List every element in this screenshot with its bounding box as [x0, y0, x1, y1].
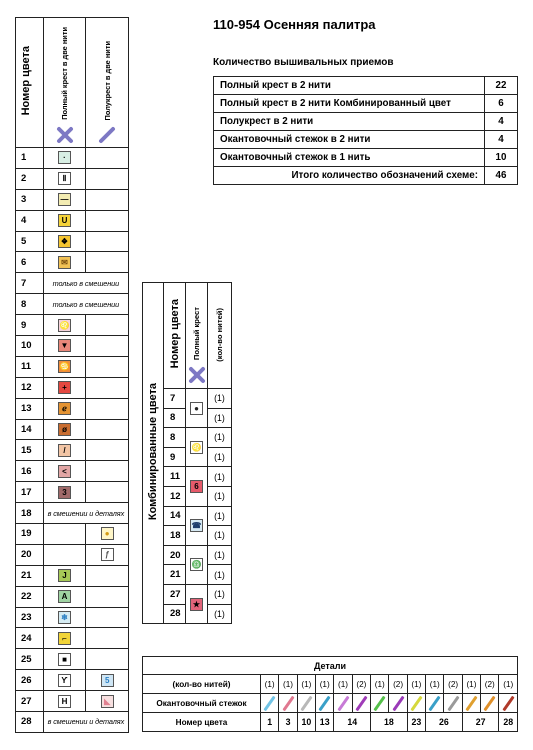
stitch-symbol-icon: ● — [101, 527, 114, 540]
color-number: 26 — [16, 670, 44, 691]
combined-number-b: 18 — [164, 526, 186, 546]
combined-count-b: (1) — [208, 526, 232, 546]
combined-count-b: (1) — [208, 604, 232, 624]
legend-row — [16, 565, 129, 586]
color-number: 8 — [16, 294, 44, 315]
color-number: 13 — [16, 398, 44, 419]
combined-symbol-cell — [186, 506, 208, 545]
color-legend-table — [15, 17, 129, 733]
legend-row — [16, 252, 129, 273]
color-number: 9 — [16, 315, 44, 336]
detail-thread-count: (1) — [462, 675, 480, 694]
full-cross-cell — [43, 440, 86, 461]
detail-thread-count: (1) — [371, 675, 389, 694]
technique-total-value: 46 — [485, 167, 518, 185]
stitch-symbol-icon: A — [58, 590, 71, 603]
backstitch-line-icon — [374, 695, 386, 711]
combined-count-a: (1) — [208, 506, 232, 526]
backstitch-line-icon — [282, 695, 294, 711]
half-cross-cell — [86, 398, 129, 419]
technique-value: 10 — [485, 149, 518, 167]
stitch-symbol-icon: ♌ — [59, 320, 70, 330]
color-number: 18 — [16, 503, 44, 524]
half-cross-cell — [86, 336, 129, 357]
stitch-symbol-icon: ✉ — [58, 256, 71, 269]
combined-number-a: 20 — [164, 545, 186, 565]
technique-row — [214, 95, 518, 113]
combined-number-b: 9 — [164, 447, 186, 467]
half-cross-cell — [86, 544, 129, 565]
detail-color-number: 23 — [407, 713, 425, 732]
combined-header-number — [164, 283, 186, 389]
color-number: 15 — [16, 440, 44, 461]
detail-stitch-cell — [444, 694, 462, 713]
stitch-symbol-icon: J — [58, 569, 71, 582]
legend-row — [16, 356, 129, 377]
detail-thread-count: (2) — [444, 675, 462, 694]
full-cross-cell — [43, 252, 86, 273]
detail-thread-count: (1) — [426, 675, 444, 694]
combined-symbol-cell — [186, 467, 208, 506]
combined-symbol-icon: ● — [190, 402, 203, 415]
stitch-symbol-icon: < — [58, 465, 71, 478]
detail-color-number: 1 — [261, 713, 279, 732]
half-cross-cell — [86, 461, 129, 482]
page-title: 110-954 Осенняя палитра — [213, 17, 376, 32]
full-cross-cell — [43, 670, 86, 691]
technique-total-label: Итого количество обозначений схеме: — [214, 167, 485, 185]
color-number: 11 — [16, 356, 44, 377]
full-cross-cell — [43, 461, 86, 482]
combined-number-a: 11 — [164, 467, 186, 487]
stitch-symbol-icon: 3 — [58, 486, 71, 499]
detail-stitch-cell — [407, 694, 425, 713]
half-cross-cell — [86, 377, 129, 398]
stitch-symbol-icon: ▼ — [58, 339, 71, 352]
combined-header-full-text: Полный крест — [192, 306, 201, 360]
legend-header-number-text: Номер цвета — [20, 46, 32, 116]
full-cross-cell — [43, 482, 86, 503]
backstitch-line-icon — [355, 695, 367, 711]
full-cross-cell — [43, 419, 86, 440]
detail-thread-count: (1) — [316, 675, 334, 694]
legend-row — [16, 189, 129, 210]
color-number: 14 — [16, 419, 44, 440]
full-cross-cell — [43, 210, 86, 231]
full-cross-cell — [43, 524, 86, 545]
stitch-symbol-icon: ❄ — [58, 611, 71, 624]
legend-header-full — [43, 18, 86, 148]
color-number: 21 — [16, 565, 44, 586]
full-cross-cell — [43, 607, 86, 628]
legend-row — [16, 294, 129, 315]
combined-count-a: (1) — [208, 545, 232, 565]
details-counts-label: (кол-во нитей) — [143, 675, 261, 694]
backstitch-line-icon — [447, 695, 459, 711]
stitch-symbol-icon: ℯ — [58, 402, 71, 415]
color-number: 3 — [16, 189, 44, 210]
color-number: 4 — [16, 210, 44, 231]
detail-color-number: 28 — [499, 713, 518, 732]
stitch-symbol-icon: ø — [58, 423, 71, 436]
half-cross-cell — [86, 607, 129, 628]
detail-stitch-cell — [426, 694, 444, 713]
backstitch-line-icon — [429, 695, 441, 711]
half-cross-cell — [86, 210, 129, 231]
technique-row — [214, 149, 518, 167]
detail-thread-count: (1) — [297, 675, 315, 694]
backstitch-line-icon — [502, 695, 514, 711]
color-number: 25 — [16, 649, 44, 670]
combined-header-count-text: (кол-во нитей) — [215, 307, 224, 362]
full-cross-cell — [43, 189, 86, 210]
combined-number-b: 28 — [164, 604, 186, 624]
backstitch-line-icon — [484, 695, 496, 711]
stitch-symbol-icon: H — [58, 695, 71, 708]
techniques-table — [213, 76, 518, 185]
combined-count-a: (1) — [208, 467, 232, 487]
combined-number-b: 12 — [164, 486, 186, 506]
combined-cross-icon — [188, 366, 206, 384]
backstitch-line-icon — [264, 695, 276, 711]
stitch-symbol-icon: ◣ — [101, 695, 114, 708]
backstitch-line-icon — [392, 695, 404, 711]
color-number: 7 — [16, 273, 44, 294]
color-number: 5 — [16, 231, 44, 252]
detail-thread-count: (1) — [499, 675, 518, 694]
detail-thread-count: (1) — [407, 675, 425, 694]
half-cross-cell — [86, 168, 129, 189]
stitch-symbol-icon: / — [58, 444, 71, 457]
detail-stitch-cell — [297, 694, 315, 713]
backstitch-line-icon — [337, 695, 349, 711]
legend-row — [16, 607, 129, 628]
legend-row — [16, 461, 129, 482]
technique-label: Полный крест в 2 нити Комбинированный цвет — [214, 95, 485, 113]
half-cross-icon — [98, 126, 116, 144]
color-number: 6 — [16, 252, 44, 273]
detail-stitch-cell — [334, 694, 352, 713]
full-cross-cell — [43, 315, 86, 336]
combined-count-b: (1) — [208, 447, 232, 467]
technique-row — [214, 77, 518, 95]
detail-thread-count: (2) — [352, 675, 370, 694]
legend-header-half-text: Полукрест в две нити — [102, 40, 112, 120]
half-cross-cell — [86, 628, 129, 649]
stitch-symbol-icon: ♋ — [59, 362, 70, 372]
stitch-symbol-icon: ❖ — [58, 235, 71, 248]
color-number: 20 — [16, 544, 44, 565]
stitch-symbol-icon: U — [58, 214, 71, 227]
half-cross-cell — [86, 356, 129, 377]
combined-number-b: 8 — [164, 408, 186, 428]
backstitch-line-icon — [410, 695, 422, 711]
legend-row — [16, 231, 129, 252]
techniques-header: Количество вышивальных приемов — [213, 57, 394, 68]
technique-value: 6 — [485, 95, 518, 113]
legend-row — [16, 628, 129, 649]
combined-count-a: (1) — [208, 428, 232, 448]
detail-thread-count: (1) — [334, 675, 352, 694]
stitch-symbol-icon: + — [58, 381, 71, 394]
color-number: 10 — [16, 336, 44, 357]
combined-count-b: (1) — [208, 565, 232, 585]
combined-count-a: (1) — [208, 389, 232, 409]
detail-thread-count: (1) — [279, 675, 297, 694]
technique-value: 4 — [485, 131, 518, 149]
combined-number-a: 8 — [164, 428, 186, 448]
combined-symbol-icon: ★ — [190, 598, 203, 611]
legend-row — [16, 482, 129, 503]
combined-symbol-cell — [186, 584, 208, 623]
color-number: 28 — [16, 712, 44, 733]
combined-header-full — [186, 283, 208, 389]
technique-label: Окантовочный стежок в 1 нить — [214, 149, 485, 167]
color-number: 23 — [16, 607, 44, 628]
combined-number-a: 14 — [164, 506, 186, 526]
legend-row — [16, 440, 129, 461]
backstitch-line-icon — [300, 695, 312, 711]
full-cross-cell — [43, 649, 86, 670]
full-cross-cell — [43, 586, 86, 607]
technique-label: Полукрест в 2 нити — [214, 113, 485, 131]
technique-total-row — [214, 167, 518, 185]
combined-side-label-text: Комбинированные цвета — [147, 382, 159, 521]
combined-symbol-icon: 6 — [190, 480, 203, 493]
detail-color-number: 27 — [462, 713, 499, 732]
half-cross-cell — [86, 189, 129, 210]
full-cross-cell — [43, 377, 86, 398]
stitch-symbol-icon: · — [58, 151, 71, 164]
color-number: 2 — [16, 168, 44, 189]
combined-count-a: (1) — [208, 584, 232, 604]
legend-note: в смешении и деталях — [43, 503, 128, 524]
detail-color-number: 14 — [334, 713, 371, 732]
detail-stitch-cell — [261, 694, 279, 713]
combined-symbol-icon: ☎ — [191, 521, 202, 531]
full-cross-cell — [43, 168, 86, 189]
legend-note: только в смешении — [43, 294, 128, 315]
full-cross-cell — [43, 148, 86, 169]
legend-row — [16, 649, 129, 670]
half-cross-cell — [86, 586, 129, 607]
combined-colors-table — [142, 282, 232, 624]
technique-row — [214, 113, 518, 131]
legend-row — [16, 210, 129, 231]
detail-thread-count: (2) — [481, 675, 499, 694]
combined-count-b: (1) — [208, 408, 232, 428]
backstitch-line-icon — [319, 695, 331, 711]
legend-row — [16, 419, 129, 440]
half-cross-cell — [86, 524, 129, 545]
legend-row — [16, 398, 129, 419]
technique-value: 4 — [485, 113, 518, 131]
half-cross-cell — [86, 440, 129, 461]
stitch-symbol-icon: ⌐ — [58, 632, 71, 645]
combined-side-label — [143, 283, 164, 624]
full-cross-icon — [56, 126, 74, 144]
legend-row — [16, 315, 129, 336]
half-cross-cell — [86, 691, 129, 712]
half-cross-cell — [86, 670, 129, 691]
combined-header-count — [208, 283, 232, 389]
detail-thread-count: (2) — [389, 675, 407, 694]
color-number: 27 — [16, 691, 44, 712]
half-cross-cell — [86, 482, 129, 503]
stitch-symbol-icon: 5 — [101, 674, 114, 687]
legend-row — [16, 336, 129, 357]
half-cross-cell — [86, 565, 129, 586]
detail-stitch-cell — [499, 694, 518, 713]
combined-header-number-text: Номер цвета — [168, 299, 181, 369]
detail-color-number: 13 — [316, 713, 334, 732]
stitch-symbol-icon: ƒ — [101, 548, 114, 561]
legend-row — [16, 377, 129, 398]
color-number: 1 — [16, 148, 44, 169]
legend-header-full-text: Полный крест в две нити — [60, 27, 70, 120]
legend-row — [16, 168, 129, 189]
detail-color-number: 3 — [279, 713, 297, 732]
detail-stitch-cell — [371, 694, 389, 713]
detail-color-number: 26 — [426, 713, 463, 732]
technique-label: Окантовочный стежок в 2 нити — [214, 131, 485, 149]
detail-stitch-cell — [316, 694, 334, 713]
half-cross-cell — [86, 649, 129, 670]
details-table — [142, 656, 518, 732]
detail-stitch-cell — [481, 694, 499, 713]
full-cross-cell — [43, 565, 86, 586]
detail-stitch-cell — [462, 694, 480, 713]
detail-stitch-cell — [352, 694, 370, 713]
details-number-label: Номер цвета — [143, 713, 261, 732]
legend-row — [16, 273, 129, 294]
color-number: 19 — [16, 524, 44, 545]
color-number: 12 — [16, 377, 44, 398]
legend-row — [16, 524, 129, 545]
backstitch-line-icon — [465, 695, 477, 711]
color-number: 22 — [16, 586, 44, 607]
stitch-symbol-icon: ϒ — [58, 674, 71, 687]
combined-symbol-cell — [186, 545, 208, 584]
combined-symbol-cell — [186, 428, 208, 467]
legend-row — [16, 670, 129, 691]
detail-stitch-cell — [279, 694, 297, 713]
combined-symbol-icon: ♎ — [191, 560, 202, 570]
legend-header-number — [16, 18, 44, 148]
legend-row — [16, 586, 129, 607]
half-cross-cell — [86, 231, 129, 252]
legend-row — [16, 503, 129, 524]
combined-number-a: 7 — [164, 389, 186, 409]
color-number: 16 — [16, 461, 44, 482]
color-number: 24 — [16, 628, 44, 649]
legend-row — [16, 544, 129, 565]
legend-note: в смешении и деталях — [43, 712, 128, 733]
combined-number-b: 21 — [164, 565, 186, 585]
stitch-symbol-icon: ■ — [58, 653, 71, 666]
combined-symbol-icon: ♌ — [191, 442, 202, 452]
legend-header-half — [86, 18, 129, 148]
technique-label: Полный крест в 2 нити — [214, 77, 485, 95]
legend-note: только в смешении — [43, 273, 128, 294]
combined-symbol-cell — [186, 389, 208, 428]
half-cross-cell — [86, 419, 129, 440]
detail-color-number: 18 — [371, 713, 408, 732]
full-cross-cell — [43, 231, 86, 252]
full-cross-cell — [43, 691, 86, 712]
technique-row — [214, 131, 518, 149]
full-cross-cell — [43, 356, 86, 377]
legend-row — [16, 148, 129, 169]
legend-row — [16, 691, 129, 712]
technique-value: 22 — [485, 77, 518, 95]
stitch-symbol-icon: Ⅱ — [58, 172, 71, 185]
full-cross-cell — [43, 398, 86, 419]
detail-color-number: 10 — [297, 713, 315, 732]
combined-number-a: 27 — [164, 584, 186, 604]
half-cross-cell — [86, 148, 129, 169]
full-cross-cell — [43, 544, 86, 565]
legend-row — [16, 712, 129, 733]
detail-thread-count: (1) — [261, 675, 279, 694]
details-stitch-label: Окантовочный стежок — [143, 694, 261, 713]
half-cross-cell — [86, 315, 129, 336]
full-cross-cell — [43, 628, 86, 649]
combined-count-b: (1) — [208, 486, 232, 506]
detail-stitch-cell — [389, 694, 407, 713]
color-number: 17 — [16, 482, 44, 503]
stitch-symbol-icon: — — [58, 193, 71, 206]
half-cross-cell — [86, 252, 129, 273]
full-cross-cell — [43, 336, 86, 357]
details-header: Детали — [143, 657, 518, 675]
